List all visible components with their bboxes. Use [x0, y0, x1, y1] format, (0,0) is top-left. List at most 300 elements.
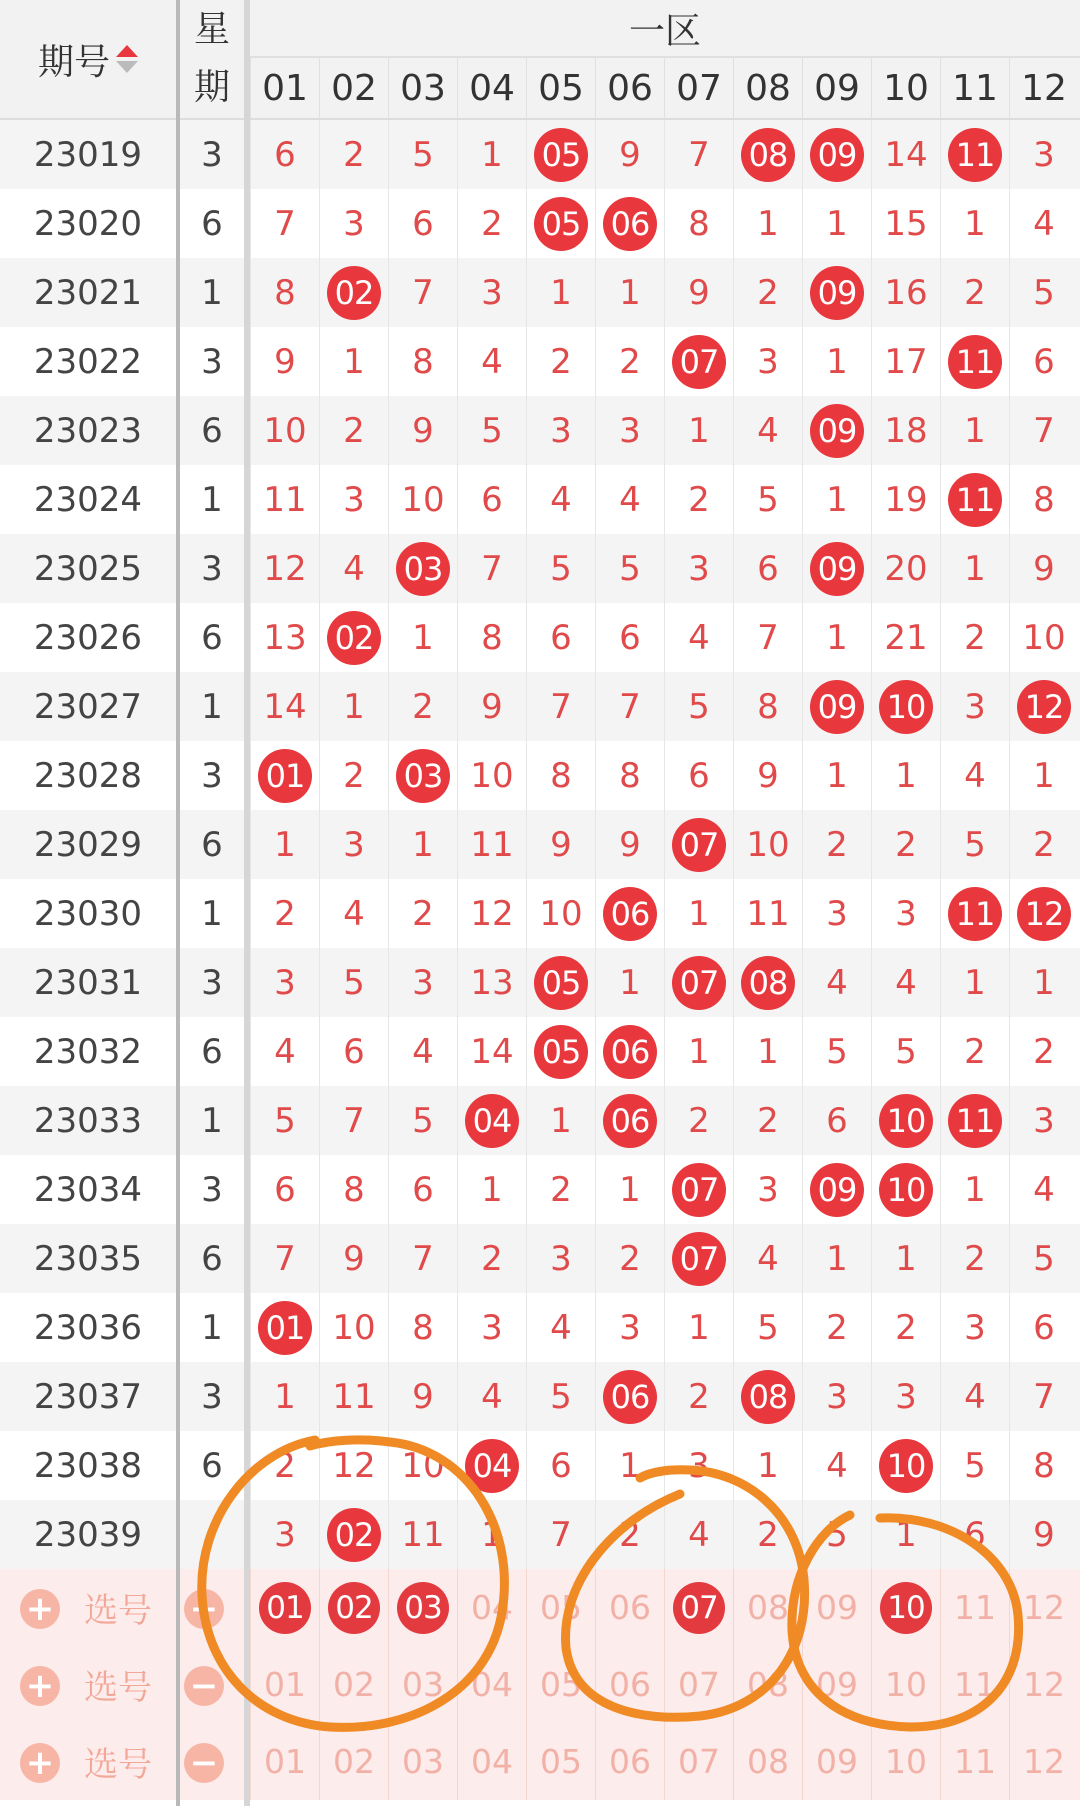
miss-count-cell: 18 [871, 396, 940, 465]
miss-count-cell: 4 [802, 1431, 871, 1500]
drawn-number-ball: 05 [534, 197, 588, 251]
row-cells [250, 396, 1080, 465]
drawn-number-ball: 03 [396, 749, 450, 803]
miss-count-cell: 1 [319, 327, 388, 396]
drawn-number-ball: 05 [534, 956, 588, 1010]
remove-row-button[interactable]: − [184, 1589, 224, 1629]
miss-count-cell: 15 [871, 189, 940, 258]
hit-cell [1009, 879, 1078, 948]
miss-count-cell: 17 [871, 327, 940, 396]
miss-count-cell: 1 [940, 948, 1009, 1017]
add-row-button[interactable]: + [20, 1666, 60, 1706]
miss-count-cell: 7 [250, 189, 319, 258]
miss-count-cell: 8 [319, 1155, 388, 1224]
drawn-number-ball: 04 [465, 1439, 519, 1493]
hit-cell [802, 258, 871, 327]
row-cells [250, 327, 1080, 396]
select-number-08[interactable]: 08 [733, 1646, 802, 1723]
miss-count-cell: 9 [733, 741, 802, 810]
drawn-number-ball: 09 [810, 680, 864, 734]
drawn-number-ball: 09 [810, 266, 864, 320]
miss-count-cell: 5 [526, 1362, 595, 1431]
selector-label: 选号 [84, 1591, 152, 1631]
miss-count-cell: 5 [457, 396, 526, 465]
miss-count-cell: 6 [940, 1500, 1009, 1569]
weekday-cell: 1 [201, 272, 223, 313]
row-cells [250, 1224, 1080, 1293]
miss-count-cell: 3 [871, 1362, 940, 1431]
period-number: 23031 [33, 962, 143, 1003]
drawn-number-ball: 05 [534, 128, 588, 182]
miss-count-cell: 5 [319, 948, 388, 1017]
number-header-09: 09 [802, 58, 871, 118]
select-number-05[interactable]: 05 [526, 1646, 595, 1723]
drawn-number-ball: 06 [603, 1025, 657, 1079]
miss-count-cell: 2 [250, 879, 319, 948]
weekday-cell: 1 [201, 686, 223, 727]
table-row [0, 948, 1080, 1017]
table-row [0, 1362, 1080, 1431]
select-number-04[interactable]: 04 [457, 1723, 526, 1800]
weekday-cell: 3 [201, 1376, 223, 1417]
column-divider [176, 0, 180, 1806]
weekday-cell: 6 [201, 410, 223, 451]
row-cells [250, 1017, 1080, 1086]
table-row [0, 1293, 1080, 1362]
hit-cell [871, 1431, 940, 1500]
miss-count-cell: 9 [319, 1224, 388, 1293]
table-row [0, 327, 1080, 396]
miss-count-cell: 5 [526, 534, 595, 603]
selector-row [0, 1569, 1080, 1646]
miss-count-cell: 4 [871, 948, 940, 1017]
select-number-12[interactable]: 12 [1009, 1569, 1078, 1646]
hit-cell [595, 879, 664, 948]
miss-count-cell: 1 [457, 120, 526, 189]
select-number-10[interactable]: 10 [871, 1723, 940, 1800]
select-number-07[interactable] [664, 1569, 733, 1646]
hit-cell [526, 189, 595, 258]
select-number-08[interactable]: 08 [733, 1723, 802, 1800]
miss-count-cell: 5 [250, 1086, 319, 1155]
miss-count-cell: 2 [940, 603, 1009, 672]
miss-count-cell: 6 [595, 603, 664, 672]
row-cells [250, 1293, 1080, 1362]
selector-label: 选号 [84, 1745, 152, 1785]
selected-number-ball[interactable]: 01 [259, 1582, 311, 1634]
drawn-number-ball: 07 [672, 1232, 726, 1286]
miss-count-cell: 2 [526, 327, 595, 396]
table-row [0, 672, 1080, 741]
miss-count-cell: 4 [733, 396, 802, 465]
selector-cells [250, 1646, 1080, 1723]
add-row-button[interactable]: + [20, 1589, 60, 1629]
miss-count-cell: 5 [733, 1293, 802, 1362]
miss-count-cell: 2 [871, 810, 940, 879]
week-header-bottom: 期 [193, 67, 230, 108]
drawn-number-ball: 10 [879, 1439, 933, 1493]
miss-count-cell: 1 [940, 396, 1009, 465]
number-header-row [250, 58, 1080, 120]
miss-count-cell: 1 [733, 189, 802, 258]
miss-count-cell: 7 [1009, 396, 1078, 465]
miss-count-cell: 7 [319, 1086, 388, 1155]
miss-count-cell: 2 [733, 1086, 802, 1155]
selected-number-ball[interactable]: 10 [880, 1582, 932, 1634]
add-row-button[interactable]: + [20, 1743, 60, 1783]
miss-count-cell: 2 [319, 120, 388, 189]
hit-cell [940, 327, 1009, 396]
drawn-number-ball: 09 [810, 128, 864, 182]
selected-number-ball[interactable]: 02 [328, 1582, 380, 1634]
hit-cell [802, 672, 871, 741]
miss-count-cell: 1 [595, 258, 664, 327]
remove-row-button[interactable]: − [184, 1666, 224, 1706]
weekday-cell: 1 [201, 479, 223, 520]
miss-count-cell: 2 [664, 1086, 733, 1155]
miss-count-cell: 5 [802, 1500, 871, 1569]
miss-count-cell: 2 [595, 1224, 664, 1293]
miss-count-cell: 5 [664, 672, 733, 741]
miss-count-cell: 2 [388, 672, 457, 741]
number-header-01: 01 [250, 58, 319, 118]
miss-count-cell: 2 [664, 1362, 733, 1431]
table-row [0, 603, 1080, 672]
drawn-number-ball: 10 [879, 1094, 933, 1148]
miss-count-cell: 2 [319, 741, 388, 810]
select-number-10[interactable] [871, 1569, 940, 1646]
hit-cell [733, 948, 802, 1017]
select-number-02[interactable] [319, 1569, 388, 1646]
drawn-number-ball: 09 [810, 1163, 864, 1217]
hit-cell [595, 189, 664, 258]
miss-count-cell: 4 [319, 879, 388, 948]
miss-count-cell: 12 [319, 1431, 388, 1500]
miss-count-cell: 8 [1009, 1431, 1078, 1500]
miss-count-cell: 14 [871, 120, 940, 189]
drawn-number-ball: 06 [603, 197, 657, 251]
number-header-08: 08 [733, 58, 802, 118]
miss-count-cell: 3 [526, 396, 595, 465]
drawn-number-ball: 11 [948, 473, 1002, 527]
hit-cell [595, 1086, 664, 1155]
miss-count-cell: 10 [388, 465, 457, 534]
miss-count-cell: 10 [1009, 603, 1078, 672]
hit-cell [250, 1293, 319, 1362]
select-number-01[interactable] [250, 1569, 319, 1646]
miss-count-cell: 21 [871, 603, 940, 672]
select-number-09[interactable]: 09 [802, 1646, 871, 1723]
weekday-cell: 3 [201, 341, 223, 382]
miss-count-cell: 1 [802, 603, 871, 672]
miss-count-cell: 1 [1009, 741, 1078, 810]
selector-row [0, 1646, 1080, 1723]
select-number-07[interactable]: 07 [664, 1646, 733, 1723]
select-number-02[interactable]: 02 [319, 1723, 388, 1800]
hit-cell [457, 1086, 526, 1155]
select-number-11[interactable]: 11 [940, 1723, 1009, 1800]
select-number-04[interactable]: 04 [457, 1569, 526, 1646]
miss-count-cell: 2 [457, 189, 526, 258]
period-number: 23038 [33, 1445, 143, 1486]
row-cells [250, 603, 1080, 672]
miss-count-cell: 14 [457, 1017, 526, 1086]
miss-count-cell: 7 [250, 1224, 319, 1293]
miss-count-cell: 11 [388, 1500, 457, 1569]
miss-count-cell: 1 [940, 189, 1009, 258]
drawn-number-ball: 06 [603, 887, 657, 941]
row-cells [250, 948, 1080, 1017]
table-row [0, 120, 1080, 189]
weekday-cell: 1 [201, 1100, 223, 1141]
drawn-number-ball: 09 [810, 542, 864, 596]
number-header-03: 03 [388, 58, 457, 118]
miss-count-cell: 4 [802, 948, 871, 1017]
row-cells [250, 1086, 1080, 1155]
drawn-number-ball: 11 [948, 887, 1002, 941]
miss-count-cell: 4 [733, 1224, 802, 1293]
number-header-12: 12 [1009, 58, 1078, 118]
hit-cell [733, 1362, 802, 1431]
table-row [0, 1017, 1080, 1086]
select-number-12[interactable]: 12 [1009, 1723, 1078, 1800]
selected-number-ball[interactable]: 07 [673, 1582, 725, 1634]
select-number-11[interactable]: 11 [940, 1646, 1009, 1723]
drawn-number-ball: 11 [948, 128, 1002, 182]
table-row [0, 879, 1080, 948]
miss-count-cell: 7 [526, 672, 595, 741]
table-row [0, 1500, 1080, 1569]
miss-count-cell: 2 [940, 258, 1009, 327]
miss-count-cell: 9 [595, 120, 664, 189]
miss-count-cell: 4 [664, 603, 733, 672]
miss-count-cell: 6 [733, 534, 802, 603]
select-number-12[interactable]: 12 [1009, 1646, 1078, 1723]
miss-count-cell: 8 [664, 189, 733, 258]
miss-count-cell: 6 [664, 741, 733, 810]
miss-count-cell: 10 [250, 396, 319, 465]
miss-count-cell: 4 [526, 1293, 595, 1362]
miss-count-cell: 1 [802, 465, 871, 534]
column-divider [244, 0, 250, 1806]
selector-row [0, 1723, 1080, 1800]
miss-count-cell: 1 [802, 741, 871, 810]
miss-count-cell: 1 [595, 948, 664, 1017]
select-number-06[interactable]: 06 [595, 1646, 664, 1723]
miss-count-cell: 3 [457, 258, 526, 327]
miss-count-cell: 3 [250, 948, 319, 1017]
miss-count-cell: 3 [319, 189, 388, 258]
select-number-06[interactable]: 06 [595, 1569, 664, 1646]
hit-cell [871, 1086, 940, 1155]
miss-count-cell: 10 [388, 1431, 457, 1500]
drawn-number-ball: 01 [258, 1301, 312, 1355]
miss-count-cell: 7 [526, 1500, 595, 1569]
select-number-08[interactable]: 08 [733, 1569, 802, 1646]
period-number: 23021 [33, 272, 143, 313]
miss-count-cell: 13 [250, 603, 319, 672]
miss-count-cell: 3 [940, 672, 1009, 741]
miss-count-cell: 4 [664, 1500, 733, 1569]
selector-cells [250, 1723, 1080, 1800]
select-number-01[interactable]: 01 [250, 1646, 319, 1723]
miss-count-cell: 4 [1009, 1155, 1078, 1224]
period-number: 23035 [33, 1238, 143, 1279]
miss-count-cell: 1 [664, 396, 733, 465]
miss-count-cell: 2 [733, 1500, 802, 1569]
number-header-04: 04 [457, 58, 526, 118]
table-row [0, 1086, 1080, 1155]
miss-count-cell: 10 [733, 810, 802, 879]
select-number-02[interactable]: 02 [319, 1646, 388, 1723]
miss-count-cell: 12 [250, 534, 319, 603]
hit-cell [802, 396, 871, 465]
hit-cell [595, 1362, 664, 1431]
miss-count-cell: 8 [595, 741, 664, 810]
row-cells [250, 879, 1080, 948]
table-row [0, 1431, 1080, 1500]
week-column-header [180, 0, 244, 120]
row-cells [250, 258, 1080, 327]
period-column-header[interactable] [0, 0, 176, 120]
miss-count-cell: 1 [802, 189, 871, 258]
period-number: 23036 [33, 1307, 143, 1348]
drawn-number-ball: 11 [948, 1094, 1002, 1148]
miss-count-cell: 2 [664, 465, 733, 534]
miss-count-cell: 5 [802, 1017, 871, 1086]
miss-count-cell: 10 [526, 879, 595, 948]
miss-count-cell: 5 [1009, 1224, 1078, 1293]
miss-count-cell: 14 [250, 672, 319, 741]
period-number: 23019 [33, 134, 143, 175]
miss-count-cell: 5 [1009, 258, 1078, 327]
miss-count-cell: 8 [250, 258, 319, 327]
period-number: 23028 [33, 755, 143, 796]
miss-count-cell: 20 [871, 534, 940, 603]
weekday-cell: 6 [201, 1031, 223, 1072]
hit-cell [319, 258, 388, 327]
select-number-10[interactable]: 10 [871, 1646, 940, 1723]
miss-count-cell: 8 [733, 672, 802, 741]
miss-count-cell: 5 [733, 465, 802, 534]
miss-count-cell: 7 [1009, 1362, 1078, 1431]
miss-count-cell: 4 [595, 465, 664, 534]
select-number-04[interactable]: 04 [457, 1646, 526, 1723]
miss-count-cell: 1 [940, 534, 1009, 603]
selector-cells [250, 1569, 1080, 1646]
weekday-cell: 6 [201, 203, 223, 244]
selector-label: 选号 [84, 1668, 152, 1708]
select-number-03[interactable]: 03 [388, 1646, 457, 1723]
drawn-number-ball: 01 [258, 749, 312, 803]
drawn-number-ball: 07 [672, 335, 726, 389]
select-number-07[interactable]: 07 [664, 1723, 733, 1800]
miss-count-cell: 3 [940, 1293, 1009, 1362]
miss-count-cell: 1 [388, 603, 457, 672]
period-number: 23027 [33, 686, 143, 727]
period-number: 23037 [33, 1376, 143, 1417]
hit-cell [871, 672, 940, 741]
miss-count-cell: 8 [457, 603, 526, 672]
miss-count-cell: 1 [733, 1017, 802, 1086]
weekday-cell: 3 [201, 548, 223, 589]
miss-count-cell: 1 [871, 1224, 940, 1293]
select-number-06[interactable]: 06 [595, 1723, 664, 1800]
drawn-number-ball: 12 [1017, 887, 1071, 941]
miss-count-cell: 11 [457, 810, 526, 879]
miss-count-cell: 6 [802, 1086, 871, 1155]
row-cells [250, 672, 1080, 741]
miss-count-cell: 7 [664, 120, 733, 189]
period-number: 23024 [33, 479, 143, 520]
selected-number-ball[interactable]: 03 [397, 1582, 449, 1634]
select-number-11[interactable]: 11 [940, 1569, 1009, 1646]
hit-cell [526, 1017, 595, 1086]
miss-count-cell: 6 [1009, 1293, 1078, 1362]
row-cells [250, 120, 1080, 189]
number-header-11: 11 [940, 58, 1009, 118]
sort-icon[interactable] [116, 45, 138, 73]
select-number-01[interactable]: 01 [250, 1723, 319, 1800]
number-header-10: 10 [871, 58, 940, 118]
drawn-number-ball: 10 [879, 1163, 933, 1217]
miss-count-cell: 10 [319, 1293, 388, 1362]
miss-count-cell: 1 [457, 1500, 526, 1569]
hit-cell [526, 948, 595, 1017]
period-number: 23029 [33, 824, 143, 865]
hit-cell [526, 120, 595, 189]
miss-count-cell: 1 [940, 1155, 1009, 1224]
row-cells [250, 810, 1080, 879]
miss-count-cell: 9 [388, 396, 457, 465]
miss-count-cell: 1 [457, 1155, 526, 1224]
miss-count-cell: 4 [1009, 189, 1078, 258]
table-row [0, 396, 1080, 465]
drawn-number-ball: 08 [741, 1370, 795, 1424]
select-number-05[interactable]: 05 [526, 1569, 595, 1646]
period-number: 23034 [33, 1169, 143, 1210]
select-number-03[interactable]: 03 [388, 1723, 457, 1800]
row-cells [250, 1362, 1080, 1431]
table-row [0, 810, 1080, 879]
miss-count-cell: 1 [526, 1086, 595, 1155]
period-number: 23032 [33, 1031, 143, 1072]
select-number-09[interactable]: 09 [802, 1569, 871, 1646]
miss-count-cell: 6 [250, 1155, 319, 1224]
miss-count-cell: 11 [319, 1362, 388, 1431]
select-number-09[interactable]: 09 [802, 1723, 871, 1800]
select-number-05[interactable]: 05 [526, 1723, 595, 1800]
table-row [0, 1155, 1080, 1224]
miss-count-cell: 3 [319, 465, 388, 534]
miss-count-cell: 2 [940, 1017, 1009, 1086]
number-header-05: 05 [526, 58, 595, 118]
drawn-number-ball: 12 [1017, 680, 1071, 734]
miss-count-cell: 5 [595, 534, 664, 603]
weekday-cell: 1 [201, 1307, 223, 1348]
miss-count-cell: 7 [388, 1224, 457, 1293]
miss-count-cell: 6 [388, 189, 457, 258]
miss-count-cell: 7 [595, 672, 664, 741]
table-row [0, 741, 1080, 810]
remove-row-button[interactable]: − [184, 1743, 224, 1783]
miss-count-cell: 3 [595, 1293, 664, 1362]
drawn-number-ball: 04 [465, 1094, 519, 1148]
miss-count-cell: 1 [802, 327, 871, 396]
select-number-03[interactable] [388, 1569, 457, 1646]
number-header-02: 02 [319, 58, 388, 118]
weekday-cell: 3 [201, 1169, 223, 1210]
